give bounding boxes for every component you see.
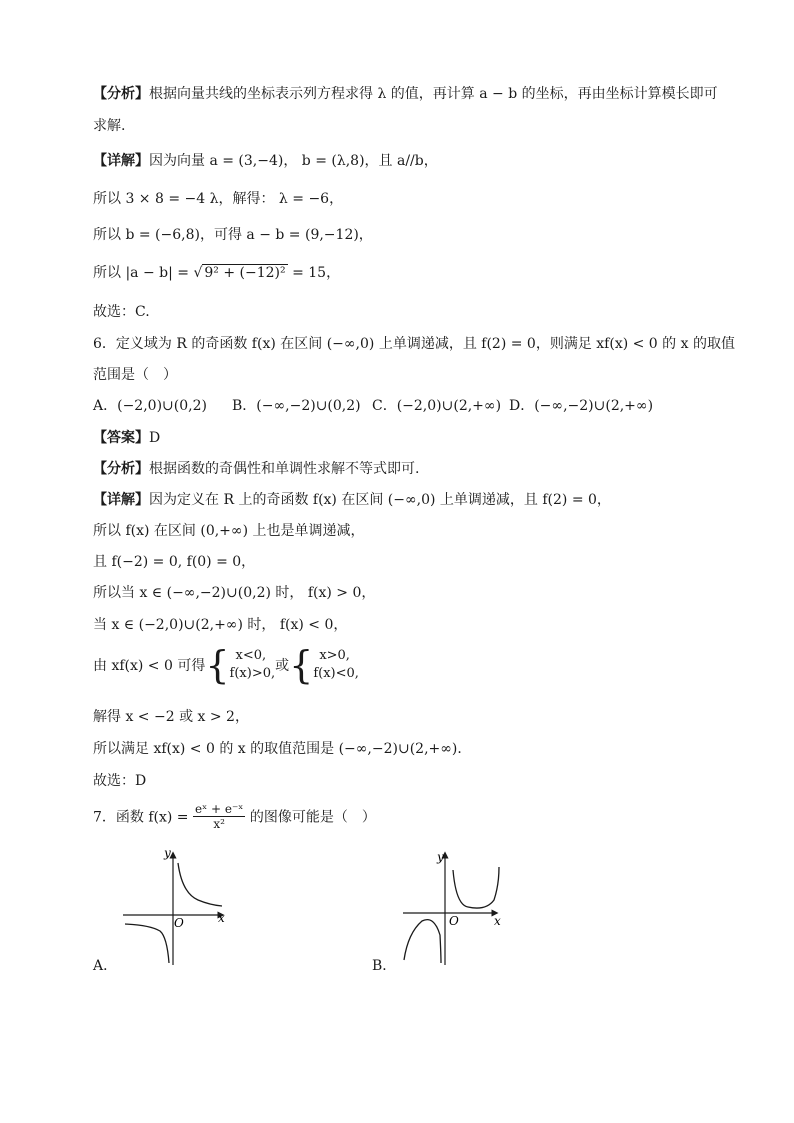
detail2-line-7: 解得 x < −2 或 x > 2， — [93, 709, 249, 725]
q7-numerator: eˣ + e⁻ˣ — [195, 802, 244, 816]
analysis2-line — [93, 458, 419, 478]
graph-a-y-label: y — [164, 846, 171, 860]
detail2-line-2: 所以 f(x) 在区间 (0,+∞) 上也是单调递减， — [93, 523, 365, 539]
brace-left-1: { — [205, 643, 230, 687]
q7-denominator: x² — [213, 817, 225, 831]
graph-a — [118, 845, 238, 970]
system-pre: 由 xf(x) < 0 可得 — [93, 658, 206, 674]
answer-tag: 【答案】 — [93, 430, 149, 446]
analysis-text: 根据向量共线的坐标表示列方程求得 λ 的值，再计算 a − b 的坐标，再由坐标计算模长即可 — [149, 86, 718, 102]
graph-a-label: A． — [93, 958, 118, 974]
detail2-line-9: 故选：D — [93, 773, 147, 789]
q7-line — [93, 802, 376, 831]
q6-option-d: D．(−∞,−2)∪(2,+∞) — [509, 398, 654, 414]
detail2-line-4: 所以当 x ∈ (−∞,−2)∪(0,2) 时， f(x) > 0， — [93, 585, 376, 601]
system-2 — [313, 647, 359, 683]
detail2-line-3: 且 f(−2) = 0, f(0) = 0， — [93, 554, 256, 570]
graph-b-curve-right — [453, 867, 499, 908]
q7-pre: 7．函数 f(x) = — [93, 809, 193, 826]
detail2-line-1 — [93, 489, 611, 509]
graph-a-curve-left — [125, 924, 169, 963]
analysis2-text: 根据函数的奇偶性和单调性求解不等式即可. — [149, 461, 420, 477]
detail2-line-5: 当 x ∈ (−2,0)∪(2,+∞) 时， f(x) < 0， — [93, 617, 348, 633]
analysis-tag: 【分析】 — [93, 86, 149, 102]
detail-line-5: 故选：C. — [93, 304, 150, 320]
system-2-top: x>0, — [319, 648, 350, 663]
analysis2-tag: 【分析】 — [93, 461, 149, 477]
q6-option-c: C．(−2,0)∪(2,+∞) — [372, 398, 502, 414]
q6-line-2: 范围是（ ） — [93, 367, 177, 383]
brace-left-2: { — [289, 643, 314, 687]
graph-b-curve-left — [404, 920, 441, 963]
sqrt-symbol: √ — [193, 265, 203, 281]
q6-line-1: 6．定义域为 R 的奇函数 f(x) 在区间 (−∞,0) 上单调递减，且 f(2) = 0，则满足 xf(x) < 0 的 x 的取值 — [93, 336, 735, 352]
graph-b-y-label: y — [437, 850, 444, 864]
sqrt-content: 9² + (−12)² — [204, 265, 286, 281]
system-1-top: x<0, — [235, 648, 267, 663]
analysis-line-2: 求解. — [93, 118, 126, 134]
analysis-line-1 — [93, 83, 718, 103]
detail-line-2: 所以 3 × 8 = −4 λ，解得： λ = −6， — [93, 191, 344, 207]
detail-line-4 — [93, 262, 340, 282]
graph-a-origin-label: O — [174, 916, 184, 930]
graph-b-origin-label: O — [449, 914, 459, 928]
detail-text: 因为向量 a = (3,−4)， b = (λ,8)，且 a//b， — [149, 153, 438, 169]
detail2-text: 因为定义在 R 上的奇函数 f(x) 在区间 (−∞,0) 上单调递减，且 f(2) = 0， — [149, 492, 611, 508]
system-1 — [230, 647, 276, 683]
answer-value: D — [149, 430, 161, 446]
detail2-line-6 — [93, 643, 359, 687]
detail-line-3: 所以 b = (−6,8)，可得 a − b = (9,−12)， — [93, 227, 373, 243]
detail2-line-8: 所以满足 xf(x) < 0 的 x 的取值范围是 (−∞,−2)∪(2,+∞)． — [93, 741, 472, 757]
graph-b — [398, 845, 510, 970]
q7-fraction — [193, 802, 245, 831]
answer-line — [93, 427, 160, 447]
detail2-tag: 【详解】 — [93, 492, 149, 508]
q6-option-b: B．(−∞,−2)∪(0,2) — [232, 398, 361, 414]
modulus-pre: 所以 |a − b| = — [93, 265, 194, 281]
graph-b-label: B． — [372, 958, 397, 974]
system-or: 或 — [275, 658, 290, 674]
graph-b-x-label: x — [494, 914, 501, 928]
q7-post: 的图像可能是（ ） — [245, 809, 376, 826]
system-2-bottom: f(x)<0, — [313, 666, 359, 681]
graph-a-curve-right — [178, 863, 222, 906]
detail-tag: 【详解】 — [93, 153, 149, 169]
modulus-post: = 15， — [287, 265, 341, 281]
q6-option-a: A．(−2,0)∪(0,2) — [93, 398, 207, 414]
graph-a-x-label: x — [218, 911, 225, 925]
system-1-bottom: f(x)>0, — [229, 666, 276, 681]
detail-line-1 — [93, 150, 438, 170]
